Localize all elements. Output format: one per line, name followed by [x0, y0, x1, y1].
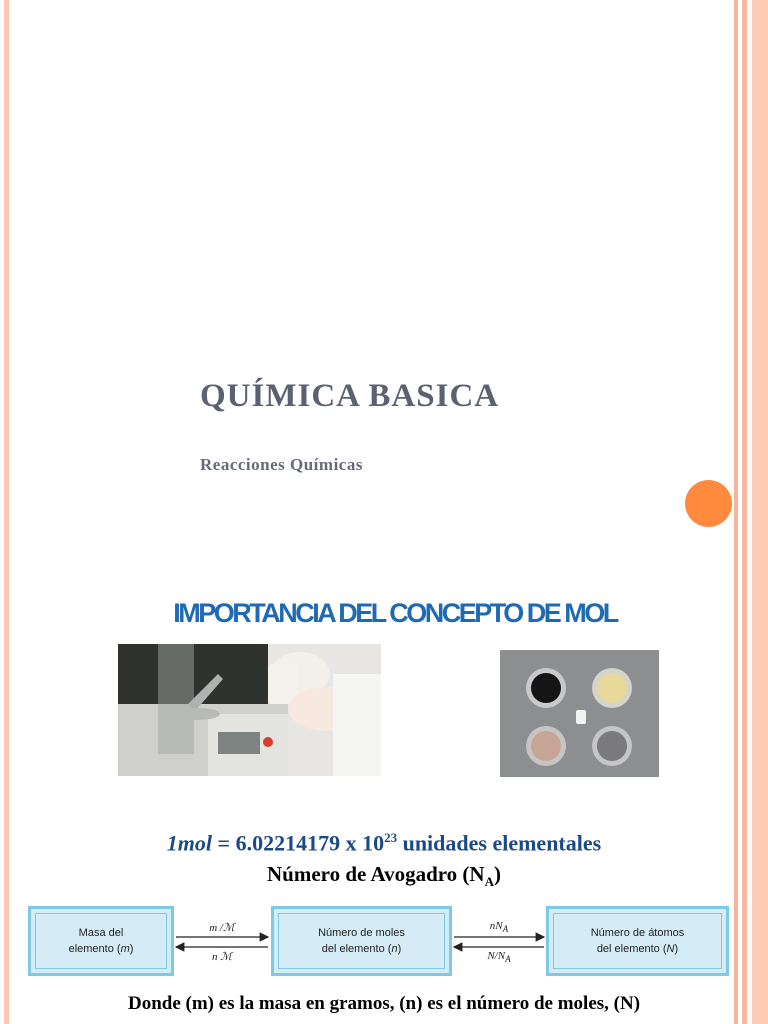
formula-value: = 6.02214179 x 10: [212, 830, 385, 856]
slide-subtitle: Reacciones Químicas: [200, 455, 363, 474]
orange-circle-decoration: [685, 480, 732, 527]
avogadro-close: ): [493, 862, 501, 886]
explanation-text: Donde (m) es la masa en gramos, (n) es el número de moles, (N): [127, 993, 641, 1014]
atoms-box-line1: Número de átomos: [590, 927, 685, 939]
formula-lhs: 1mol: [166, 830, 213, 856]
mass-box-line2: elemento (: [68, 943, 121, 955]
arrow1-top-label: m /ℳ: [209, 922, 235, 934]
diagram-arrows: [0, 560, 768, 1024]
arrow2-top-text: nN: [489, 920, 503, 932]
moles-box-line1: Número de moles: [318, 927, 405, 939]
moles-box-line2: del elemento (: [321, 943, 392, 955]
mass-box-end: ): [129, 943, 134, 955]
formula-unit: unidades elementales: [397, 830, 602, 856]
slide-mol-concept: [0, 560, 768, 1024]
mass-box-var: m: [120, 943, 130, 955]
arrow2-bottom-label: [459, 950, 539, 964]
left-accent-line: [4, 0, 9, 560]
avogadro-text: Número de Avogadro (N: [267, 862, 485, 886]
arrow2-top-label: [459, 920, 539, 934]
atoms-box-line2: del elemento (: [596, 943, 667, 955]
moles-box-var: n: [391, 943, 398, 955]
arrow2-bottom-sub: A: [505, 954, 511, 965]
atoms-box-end: ): [674, 943, 679, 955]
slide-heading: IMPORTANCIA DEL CONCEPTO DE MOL: [173, 598, 617, 628]
slide-title-heading: QUÍMICA BASICA: [200, 378, 500, 414]
atoms-box-var: N: [666, 943, 675, 955]
moles-box-end: ): [397, 943, 402, 955]
arrow2-top-sub: A: [502, 924, 509, 935]
arrow2-bottom-text: N/N: [487, 950, 506, 962]
right-decorative-stripes: [728, 0, 768, 560]
mass-box-line1: Masa del: [78, 927, 124, 939]
formula-exponent: 23: [384, 830, 398, 845]
avogadro-subscript: A: [484, 874, 494, 890]
arrow1-bottom-label: n ℳ: [211, 951, 232, 963]
